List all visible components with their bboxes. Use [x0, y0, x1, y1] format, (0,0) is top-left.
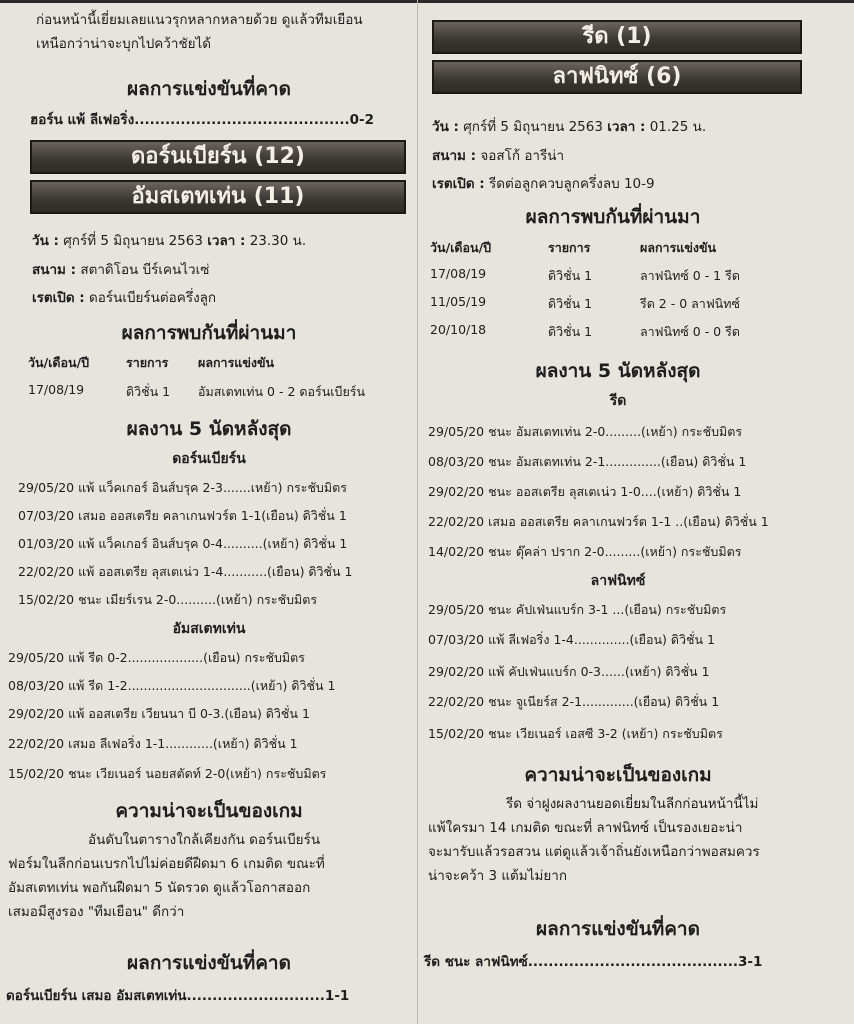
chance-line: เสมอมีสูงรอง "ทีมเยือน" ดีกว่า [8, 904, 185, 920]
match-datetime [32, 229, 306, 251]
h2h-comp: ดิวิชั่น 1 [126, 384, 171, 399]
odds-value: รีดต่อลูกควบลูกครึ่งลบ 10-9 [488, 176, 655, 192]
h2h-result: อัมสเตทเท่น 0 - 2 ดอร์นเบียร์น [198, 384, 366, 399]
form-row: 08/03/20 แพ้ รีด 1-2...............................(เหย้า) ดิวิชั่น 1 [8, 678, 336, 693]
h2h-date: 17/08/19 [430, 266, 487, 281]
h2h-col-comp: รายการ [126, 355, 169, 370]
away-team-banner: ลาฟนิทซ์ (6) [432, 60, 802, 94]
h2h-col-comp: รายการ [548, 240, 591, 255]
h2h-date: 20/10/18 [430, 322, 487, 337]
predict-line: รีด ชนะ ลาฟนิทซ์.........................................3-1 [424, 954, 763, 970]
form-row: 01/03/20 แพ้ แว็คเกอร์ อินส์บรุค 0-4..........(เหย้า) ดิวิชั่น 1 [18, 536, 348, 551]
chance-line: น่าจะคว้า 3 แต้มไม่ยาก [428, 868, 568, 884]
h2h-header-row [28, 353, 408, 371]
date-label: วัน : [432, 119, 459, 135]
form-row: 29/05/20 แพ้ รีด 0-2...................(เยือน) กระชับมิตร [8, 650, 305, 665]
date-value: ศุกร์ที่ 5 มิถุนายน 2563 [463, 119, 603, 135]
form-row: 07/03/20 เสมอ ออสเตรีย คลาเกนฟวร์ต 1-1(เยือน) ดิวิชั่น 1 [18, 508, 347, 523]
form-row: 15/02/20 ชนะ เมียร์เรน 2-0..........(เหย้า) กระชับมิตร [18, 592, 318, 607]
venue-value: สตาดิโอน บีร์เคนไวเซ่ [80, 262, 210, 278]
form-row: 29/02/20 ชนะ ออสเตรีย ลุสเตเน่ว 1-0....(เหย้า) ดิวิชั่น 1 [428, 484, 742, 499]
form-team1-name: รีด [609, 393, 627, 409]
predict-line: ฮอร์น แพ้ ลีเฟอริ่ง..........................................0-2 [30, 112, 375, 128]
h2h-col-result: ผลการแข่งขัน [640, 240, 717, 255]
chance-heading: ความน่าจะเป็นของเกม [115, 800, 303, 822]
date-label: วัน : [32, 233, 59, 249]
form-heading: ผลงาน 5 นัดหลังสุด [126, 418, 292, 440]
column-divider [417, 0, 418, 1024]
h2h-row [28, 382, 408, 400]
h2h-result: ลาฟนิทซ์ 0 - 0 รีด [640, 324, 740, 339]
intro-line: ก่อนหน้านี้เยี่ยมเลยแนวรุกหลากหลายด้วย ดูแล้วทีมเยือน [36, 12, 363, 28]
time-value: 23.30 น. [249, 233, 307, 249]
match-odds [432, 172, 655, 194]
form-row: 14/02/20 ชนะ ดุ๊คล่า ปราก 2-0.........(เหย้า) กระชับมิตร [428, 544, 742, 559]
h2h-row [430, 294, 830, 312]
h2h-result: ลาฟนิทซ์ 0 - 1 รีด [640, 268, 740, 283]
h2h-date: 17/08/19 [28, 382, 85, 397]
chance-line: ฟอร์มในลีกก่อนเบรกไปไม่ค่อยดีฝืดมา 6 เกมติด ขณะที่ [8, 856, 325, 872]
chance-line: รีด จ่าฝูงผลงานยอดเยี่ยมในลีกก่อนหน้านี้ไม่ [506, 796, 759, 812]
form-row: 22/02/20 ชนะ จูเนียร์ส 2-1.............(เยือน) ดิวิชั่น 1 [428, 694, 720, 709]
match-venue [32, 258, 209, 280]
form-row: 22/02/20 แพ้ ออสเตรีย ลุสเตเน่ว 1-4...........(เยือน) ดิวิชั่น 1 [18, 564, 353, 579]
form-team2-name: ลาฟนิทซ์ [590, 573, 646, 589]
form-row: 08/03/20 ชนะ อัมสเตทเท่น 2-1..............(เยือน) ดิวิชั่น 1 [428, 454, 747, 469]
h2h-heading: ผลการพบกันที่ผ่านมา [525, 206, 701, 228]
venue-value: จอสโก้ อารีน่า [480, 148, 565, 164]
match-venue [432, 144, 564, 166]
h2h-header-row [430, 238, 830, 256]
form-row: 22/02/20 เสมอ ลีเฟอริ่ง 1-1............(เหย้า) ดิวิชั่น 1 [8, 736, 298, 751]
chance-line: อันดับในตารางใกล้เคียงกัน ดอร์นเบียร์น [88, 832, 321, 848]
form-team2-name: อัมสเตทเท่น [172, 621, 246, 637]
time-value: 01.25 น. [649, 119, 707, 135]
h2h-row [430, 266, 830, 284]
time-label: เวลา : [207, 233, 246, 249]
form-row: 22/02/20 เสมอ ออสเตรีย คลาเกนฟวร์ต 1-1 ..(เยือน) ดิวิชั่น 1 [428, 514, 769, 529]
h2h-heading: ผลการพบกันที่ผ่านมา [121, 322, 297, 344]
venue-label: สนาม : [32, 262, 77, 278]
h2h-row [430, 322, 830, 340]
predict-line: ดอร์นเบียร์น เสมอ อัมสเตทเท่น...........................1-1 [6, 988, 350, 1004]
h2h-col-date: วัน/เดือน/ปี [430, 240, 492, 255]
h2h-comp: ดิวิชั่น 1 [548, 268, 593, 283]
h2h-col-date: วัน/เดือน/ปี [28, 355, 90, 370]
h2h-comp: ดิวิชั่น 1 [548, 324, 593, 339]
form-row: 29/05/20 แพ้ แว็คเกอร์ อินส์บรุค 2-3.......เหย้า) กระชับมิตร [18, 480, 347, 495]
form-row: 29/02/20 แพ้ ออสเตรีย เวียนนา บี 0-3.(เยือน) ดิวิชั่น 1 [8, 706, 310, 721]
chance-line: อัมสเตทเท่น พอกันฝืดมา 5 นัดรวด ดูแล้วโอกาสออก [8, 880, 311, 896]
h2h-col-result: ผลการแข่งขัน [198, 355, 275, 370]
home-team-banner: รีด (1) [432, 20, 802, 54]
away-team-banner: อัมสเตทเท่น (11) [30, 180, 406, 214]
form-team1-name: ดอร์นเบียร์น [172, 451, 246, 467]
match-odds [32, 286, 216, 308]
chance-paragraph [428, 792, 760, 888]
chance-paragraph [8, 828, 325, 924]
h2h-result: รีด 2 - 0 ลาฟนิทซ์ [640, 296, 740, 311]
top-rule [0, 0, 854, 3]
match-datetime [432, 115, 706, 137]
venue-label: สนาม : [432, 148, 477, 164]
chance-line: จะมารับแล้วรอสวน แต่ดูแล้วเจ้าถิ่นยังเหนือกว่าพอสมควร [428, 844, 760, 860]
form-row: 29/05/20 ชนะ คัปเฟ่นแบร์ก 3-1 ...(เยือน) กระชับมิตร [428, 602, 727, 617]
form-row: 29/05/20 ชนะ อัมสเตทเท่น 2-0.........(เหย้า) กระชับมิตร [428, 424, 743, 439]
odds-label: เรตเปิด : [32, 290, 85, 306]
intro-line: เหนือกว่าน่าจะบุกไปคว้าชัยได้ [36, 36, 212, 52]
form-row: 07/03/20 แพ้ ลีเฟอริ่ง 1-4..............(เยือน) ดิวิชั่น 1 [428, 632, 715, 647]
date-value: ศุกร์ที่ 5 มิถุนายน 2563 [63, 233, 203, 249]
odds-label: เรตเปิด : [432, 176, 485, 192]
predict-heading: ผลการแข่งขันที่คาด [536, 918, 700, 940]
predict-heading: ผลการแข่งขันที่คาด [127, 952, 291, 974]
time-label: เวลา : [607, 119, 646, 135]
h2h-comp: ดิวิชั่น 1 [548, 296, 593, 311]
form-row: 29/02/20 แพ้ คัปเฟ่นแบร์ก 0-3......(เหย้า) ดิวิชั่น 1 [428, 664, 710, 679]
form-heading: ผลงาน 5 นัดหลังสุด [535, 360, 701, 382]
odds-value: ดอร์นเบียร์นต่อครึ่งลูก [88, 290, 217, 306]
intro-paragraph [36, 8, 363, 56]
form-row: 15/02/20 ชนะ เวียเนอร์ เอสซี 3-2 (เหย้า) กระชับมิตร [428, 726, 723, 741]
h2h-date: 11/05/19 [430, 294, 487, 309]
chance-heading: ความน่าจะเป็นของเกม [524, 764, 712, 786]
chance-line: แพ้ใครมา 14 เกมติด ขณะที่ ลาฟนิทซ์ เป็นรองเยอะน่า [428, 820, 743, 836]
home-team-banner: ดอร์นเบียร์น (12) [30, 140, 406, 174]
form-row: 15/02/20 ชนะ เวียเนอร์ นอยสตัดท์ 2-0(เหย้า) กระชับมิตร [8, 766, 327, 781]
predict-heading: ผลการแข่งขันที่คาด [127, 78, 291, 100]
